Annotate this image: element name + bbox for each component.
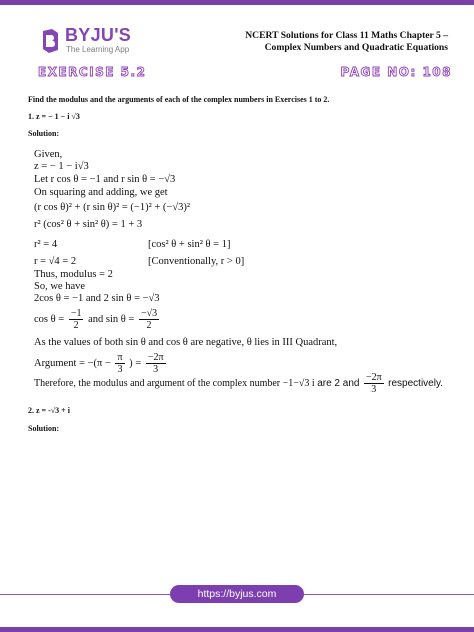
argument-label: Argument = −(π − <box>34 357 111 369</box>
logo-name: BYJU'S <box>65 25 132 45</box>
conclusion-line <box>34 372 443 395</box>
logo-tagline: The Learning App <box>66 45 130 54</box>
let-line: Let r cos θ = −1 and r sin θ = −√3 <box>34 174 176 185</box>
conclusion-text-c: respectively. <box>388 377 443 389</box>
bottom-accent-bar <box>0 627 474 632</box>
convention-note: [Conventionally, r > 0] <box>148 256 245 267</box>
given-line: Given, <box>34 149 63 160</box>
document-title-line-2: Complex Numbers and Quadratic Equations <box>264 42 448 53</box>
pi-numerator: π <box>117 352 123 363</box>
conclusion-numerator: −2π <box>365 372 382 383</box>
conclusion-text-b: are 2 and <box>317 377 360 389</box>
conclusion-fraction <box>364 372 384 395</box>
cos-label: cos θ = <box>34 313 65 325</box>
sin-fraction <box>139 308 159 331</box>
website-link[interactable]: https://byjus.com <box>170 585 304 603</box>
conclusion-denominator: 3 <box>371 384 377 395</box>
r-value-line: r = √4 = 2 <box>34 256 77 267</box>
equation-line-2: r² (cos² θ + sin² θ) = 1 + 3 <box>34 219 143 230</box>
argument-mid: ) = <box>129 357 142 369</box>
solution-label: Solution: <box>28 129 60 138</box>
question-1: 1. z = − 1 − i √3 <box>28 112 80 121</box>
page-number-heading: PAGE NO: 108 <box>340 65 452 79</box>
argument-numerator: −2π <box>147 352 164 363</box>
pi-denominator: 3 <box>117 364 123 375</box>
exercise-heading: EXERCISE 5.2 <box>38 65 147 79</box>
conclusion-text: Therefore, the modulus and argument of the complex number −1−√3 i <box>34 377 315 389</box>
argument-denominator: 3 <box>153 364 159 375</box>
sin-denominator: 2 <box>146 320 152 331</box>
r-squared-line: r² = 4 <box>34 239 58 250</box>
z-definition-line: z = − 1 − i√3 <box>34 161 89 172</box>
equation-line-1: (r cos θ)² + (r sin θ)² = (−1)² + (−√3)² <box>34 202 190 213</box>
identity-note: [cos² θ + sin² θ = 1] <box>148 239 231 250</box>
instruction-text: Find the modulus and the arguments of each of the complex numbers in Exercises 1 to 2. <box>28 95 330 104</box>
question-2: 2. z = -√3 + i <box>28 406 70 415</box>
quadrant-line: As the values of both sin θ and cos θ are negative, θ lies in III Quadrant, <box>34 337 338 348</box>
squaring-line: On squaring and adding, we get <box>34 187 168 198</box>
cos-fraction <box>69 308 84 331</box>
byjus-logo-mark-icon <box>40 28 60 54</box>
so-line: So, we have <box>34 281 86 292</box>
modulus-line: Thus, modulus = 2 <box>34 269 113 280</box>
cos-denominator: 2 <box>73 320 79 331</box>
and-sin-label: and sin θ = <box>88 313 135 325</box>
solution-label-2: Solution: <box>28 424 60 433</box>
document-title-line-1: NCERT Solutions for Class 11 Maths Chapter 5 – <box>245 30 448 41</box>
top-accent-bar <box>0 0 474 5</box>
sin-numerator: −√3 <box>140 308 158 319</box>
cos-numerator: −1 <box>70 308 82 319</box>
document-title <box>245 30 448 54</box>
cos-sin-line <box>34 308 161 331</box>
equation-line-3: 2cos θ = −1 and 2 sin θ = −√3 <box>34 293 160 304</box>
byjus-logo <box>40 26 135 58</box>
